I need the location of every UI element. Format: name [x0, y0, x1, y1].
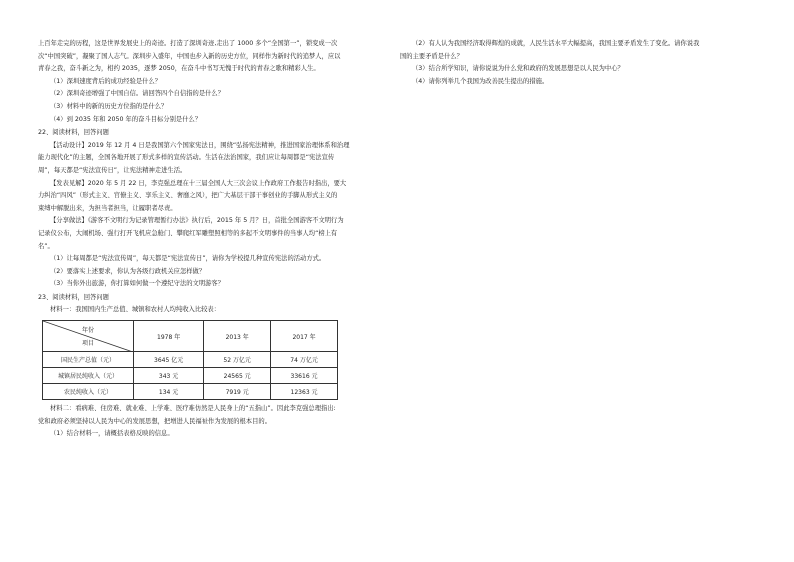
q21-subquestions — [38, 76, 378, 126]
q23-material2 — [38, 403, 378, 428]
table-cell: 7919 元 — [204, 384, 271, 400]
intro-line: 次“中国突破”，凝聚了国人志气。深圳步入盛年，中国也步入新的历史方位，同样作为新时代的追梦人，应以 — [38, 52, 341, 60]
q22-material-line: 【活动设计】2019 年 12 月 4 日是我国第六个国家宪法日，围绕“弘扬宪法精神，推进国家治理体系和治理 — [50, 141, 350, 149]
q21-intro — [38, 38, 378, 76]
table-row — [43, 352, 338, 368]
q22-sub-2: （2）要落实上述要求，你认为各级行政机关应怎样做？ — [50, 267, 206, 275]
corner-item-label: 项目 — [82, 340, 95, 348]
q23-heading: 23、阅读材料，回答问题 — [38, 293, 109, 301]
q22-sub-1: （1）让每周都是“宪法宣传周”，每天都是“宪法宣传日”，请你为学校提几种宣传宪法的活动方式。 — [50, 255, 326, 263]
table-cell: 24565 元 — [204, 368, 271, 384]
row-label: 城镇居民纯收入（元） — [43, 368, 134, 384]
right-column — [400, 38, 756, 88]
q22-material — [38, 140, 378, 253]
year-header: 2013 年 — [204, 321, 271, 352]
intro-line: 青春之我，奋斗新之为，相约 2035，逐梦 2050，在奋斗中书写无愧于时代的青春之歌和精彩人生。 — [38, 65, 320, 73]
q23-material2-line: 党和政府必须坚持以人民为中心的发展思想，把增进人民福祉作为发展的根本目的。 — [38, 417, 271, 425]
q23-sub-1: （1）结合材料一，请概括表格反映的信息。 — [50, 430, 174, 438]
q23-material2-line: 材料二：看病难、住房难、就业难、上学难、医疗难仿然是人民身上的“五指山”。因此李克强总理指出: — [50, 405, 336, 413]
q22-sub-3: （3）当你外出旅游，你打算如何做一个遵纪守法的文明游客？ — [50, 280, 225, 288]
q23-sub-4: （4）请你列举几个我国为改善民生提出的措施。 — [412, 77, 549, 85]
q22-material-line: 【分享做法】《游客不文明行为记录管理暂行办法》执行后，2015 年 5 月？日，首批全国游客不文明行为 — [50, 217, 344, 225]
table-cell: 12363 元 — [271, 384, 338, 400]
year-header: 1978 年 — [134, 321, 204, 352]
q22-material-line: 记录仪公布，大闹机场、强行打开飞机应急舱门、攀爬红军雕塑照相等的多起不文明事件的当事人均“榜上有 — [38, 229, 338, 237]
table-cell: 3645 亿元 — [134, 352, 204, 368]
q22-material-line: 名”。 — [38, 242, 54, 250]
q23-sub-3: （3）结合所学知识，请你说说为什么党和政府的发展思想是以人民为中心？ — [412, 65, 624, 73]
table-corner-cell — [43, 321, 134, 352]
q22-material-line: 周”，每天都是“宪法宣传日”，让宪法精神走进生活。 — [38, 166, 187, 174]
q22-material-line: 束缚中解脱出来，为担当者担当，让履职者尽责。 — [38, 204, 177, 212]
row-label: 国民生产总值（元） — [43, 352, 134, 368]
q23-sub-2: （2）有人认为我国经济取得辉煌的成就，人民生活水平大幅提高，我国主要矛盾发生了变化。请你说我 — [412, 40, 700, 47]
table-row — [43, 384, 338, 400]
q22-heading: 22、阅读材料，回答问题 — [38, 129, 109, 137]
table-cell: 74 万亿元 — [271, 352, 338, 368]
q23-material1: 材料一：我国国内生产总值、城镇和农村人均纯收入比较表： — [50, 306, 221, 314]
left-column — [38, 38, 378, 441]
q23-sub-2-cont: 国的主要矛盾是什么？ — [400, 52, 463, 60]
table-cell: 134 元 — [134, 384, 204, 400]
q21-sub-4: （4）到 2035 年和 2050 年的奋斗目标分别是什么？ — [50, 115, 202, 123]
row-label: 农民纯收入（元） — [43, 384, 134, 400]
table-cell: 52 万亿元 — [204, 352, 271, 368]
q22-material-line: 【发表见解】2020 年 5 月 22 日，李克强总理在十三届全国人大三次会议上作政府工作报告时指出，要大 — [50, 179, 347, 187]
corner-year-label: 年份 — [81, 327, 94, 335]
q22-material-line: 能力现代化”的主题，全国各地开展了形式多样的宣传活动。生活在法治国家，我们应让每周都是“宪法宣传 — [38, 154, 335, 162]
table-row — [43, 368, 338, 384]
q21-sub-3: （3）材料中的新的历史方位指的是什么？ — [50, 102, 168, 110]
intro-line: 上百年走完的历程，这是世界发展史上的奇迹。打造了深圳奇迹,走出了 1000 多个“全国第一”，锁变成一次 — [38, 40, 338, 47]
table-cell: 33616 元 — [271, 368, 338, 384]
q22-subquestions — [38, 253, 378, 291]
q22-material-line: 力纠治“四风”（形式主义、官僚主义、享乐主义、奢靡之风），把广大基层干部干事创业的手脚从形式主义的 — [38, 192, 338, 200]
income-table — [42, 320, 338, 400]
table-header-row — [43, 321, 338, 352]
q21-sub-1: （1）深圳速度背后的成功经验是什么？ — [50, 77, 162, 85]
q21-sub-2: （2）深圳奇迹增强了中国自信。请回答四个自信指的是什么？ — [50, 90, 225, 98]
year-header: 2017 年 — [271, 321, 338, 352]
table-cell: 343 元 — [134, 368, 204, 384]
